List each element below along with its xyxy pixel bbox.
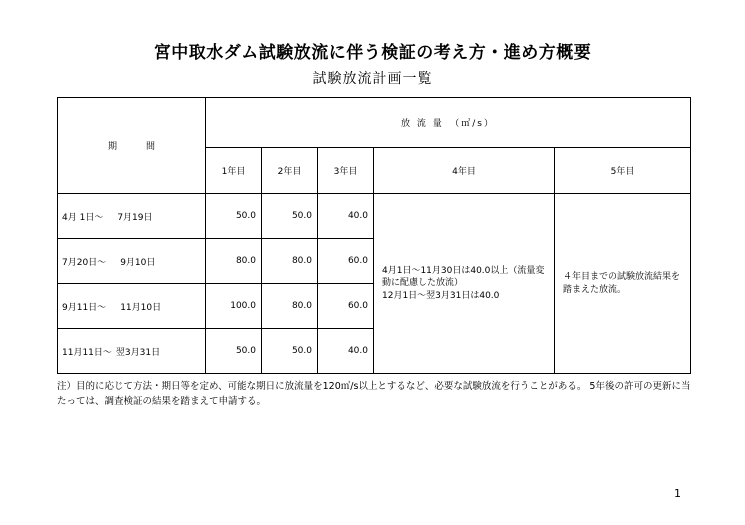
year-5-header: 5年目	[555, 148, 691, 194]
year-1-value: 80.0	[206, 239, 262, 284]
period-end: 翌3月31日	[115, 347, 161, 358]
period-start: 11月11日～	[62, 347, 112, 358]
period-start: 4月 1日～	[62, 212, 104, 223]
period-end: 9月10日	[120, 257, 156, 268]
year-2-value: 50.0	[262, 194, 318, 239]
document-title: 宮中取水ダム試験放流に伴う検証の考え方・進め方概要	[153, 43, 592, 63]
year-1-header: 1年目	[206, 148, 262, 194]
year-2-value: 50.0	[262, 329, 318, 374]
period-cell	[58, 239, 206, 284]
period-cell	[58, 284, 206, 329]
year-3-value: 60.0	[318, 239, 374, 284]
period-cell	[58, 194, 206, 239]
period-end: 11月10日	[120, 302, 162, 313]
year-3-value: 60.0	[318, 284, 374, 329]
year-3-value: 40.0	[318, 194, 374, 239]
flow-header: 放 流 量 （㎥/s）	[206, 98, 691, 148]
table-title: 試験放流計画一覧	[312, 71, 433, 87]
year-1-value: 50.0	[206, 329, 262, 374]
year-3-value: 40.0	[318, 329, 374, 374]
year-1-value: 100.0	[206, 284, 262, 329]
year-3-header: 3年目	[318, 148, 374, 194]
footnote: 注）目的に応じて方法・期日等を定め、可能な期日に放流量を120㎥/s以上とするなど、必要な試験放流を行うことがある。 5年後の許可の更新に当たっては、調査検証の結果を踏まえて申請する。	[57, 381, 691, 407]
period-start: 7月20日～	[62, 257, 107, 268]
page-number: 1	[674, 487, 681, 500]
period-cell	[58, 329, 206, 374]
year-5-description: ４年目までの試験放流結果を踏まえた放流。	[555, 194, 691, 374]
year-4-description: 4月1日～11月30日は40.0以上（流量変動に配慮した放流） 12月1日～翌3月31日は40.0	[374, 194, 555, 374]
period-start: 9月11日～	[62, 302, 107, 313]
table-row	[58, 194, 691, 239]
table-header-row	[58, 98, 691, 148]
period-header: 期 間	[58, 98, 206, 194]
year-2-value: 80.0	[262, 239, 318, 284]
year-2-value: 80.0	[262, 284, 318, 329]
test-discharge-plan-table	[57, 97, 691, 374]
year-2-header: 2年目	[262, 148, 318, 194]
period-end: 7月19日	[117, 212, 153, 223]
year-4-header: 4年目	[374, 148, 555, 194]
year-1-value: 50.0	[206, 194, 262, 239]
